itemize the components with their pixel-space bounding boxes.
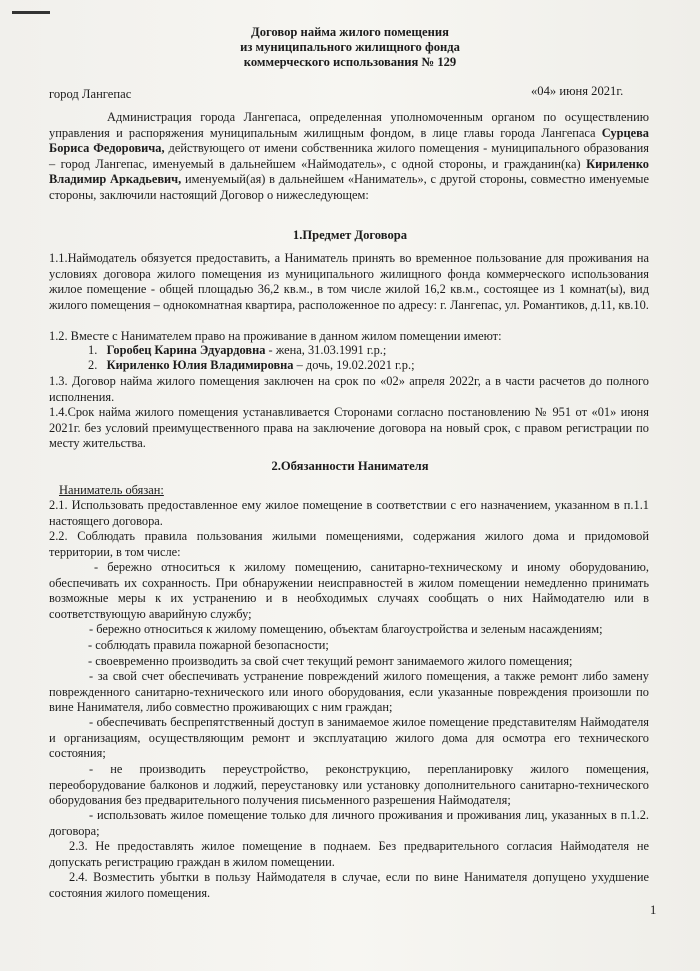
page-number: 1 [650, 903, 657, 917]
clause-1-4: 1.4.Срок найма жилого помещения устанавливается Сторонами согласно постановлению № 951 от «01» июня 2021г. без условий преимущественного права на заключение договора на новый срок, с правом регистрации по месту жительства. [49, 405, 649, 450]
head-name: Сурцева Бориса Федоровича, [49, 125, 649, 155]
clause-2-1: 2.1. Использовать предоставленное ему жилое помещение в соответствии с его назначением, указанном в п.1.1 настоящего договора. [49, 498, 649, 528]
section-2-intro: Наниматель обязан: [59, 483, 164, 497]
tenant-name: Кириленко Владимир Аркадьевич, [49, 156, 649, 186]
duty-item-8: - использовать жилое помещение только для личного проживания и проживания лиц, указанных в п.1.2. договора; [49, 808, 649, 838]
clause-2-4: 2.4. Возместить убытки в пользу Наймодателя в случае, если по вине Нанимателя допущено ухудшение состояния жилого помещения. [49, 870, 649, 900]
clause-1-2: 1.2. Вместе с Нанимателем право на проживание в данном жилом помещении имеют: [49, 329, 502, 343]
contract-date: «04» июня 2021г. [531, 84, 624, 98]
duty-item-2: - бережно относиться к жилому помещению, объектам благоустройства и зеленым насаждениям; [89, 622, 603, 636]
clause-1-1: 1.1.Наймодатель обязуется предоставить, а Наниматель принять во временное пользование для проживания на условиях договора жилого помещения из муниципального жилищного фонда коммерческого использования жилое помещение - общей площадью 36,2 кв.м., в том числе жилой 16,2 кв.м., состоящее из 1 комнат(ы), вид жилого помещения – однокомнатная квартира, расположенное по адресу: г. Лангепас, ул. Романтиков, д.11, кв.10. [49, 251, 649, 312]
clause-1-3: 1.3. Договор найма жилого помещения заключен на срок по «02» апреля 2022г, а в части расчетов до полного исполнения. [49, 374, 649, 404]
doc-title-line-3: коммерческого использования № 129 [243, 55, 457, 69]
preamble: Администрация города Лангепаса, определенная уполномоченным органом по осуществлению управления и распоряжения муниципальным жилищным фондом, в лице главы города Лангепаса Сурцева Бориса Федоровича, действующего от имени собственника жилого помещения - муниципального образования – город Лангепас, именуемый в дальнейшем «Наймодатель», с одной стороны, и гражданин(ка) Кириленко Владимир Аркадьевич, именуемый(ая) в дальнейшем «Наниматель», с другой стороны, совместно именуемые стороны, заключили настоящий Договор о нижеследующем: [49, 110, 649, 202]
duty-item-7: - не производить переустройство, реконструкцию, перепланировку жилого помещения, переоборудование балконов и лоджий, переустановку или установку дополнительного санитарно-технического оборудования без предварительного получения письменного разрешения Наймодателя; [49, 762, 649, 807]
section-1-heading: 1.Предмет Договора [292, 228, 408, 242]
family-member-2: 2. Кириленко Юлия Владимировна – дочь, 19.02.2021 г.р.; [88, 358, 415, 372]
family-member-1: 1. Горобец Карина Эдуардовна - жена, 31.03.1991 г.р.; [88, 343, 387, 357]
duty-item-5: - за свой счет обеспечивать устранение повреждений жилого помещения, а также ремонт либо замену поврежденного санитарно-технического или иного оборудования, если указанные повреждения произошли по вине Нанимателя, либо совместно проживающих с ним граждан; [49, 669, 649, 714]
section-2-heading: 2.Обязанности Нанимателя [271, 459, 429, 473]
clause-2-3: 2.3. Не предоставлять жилое помещение в поднаем. Без предварительного согласия Наймодателя не допускать регистрацию граждан в жилом помещении. [49, 839, 649, 869]
duty-item-3: - соблюдать правила пожарной безопасности; [88, 638, 329, 652]
scan-mark [12, 11, 50, 14]
duty-item-6: - обеспечивать беспрепятственный доступ в занимаемое жилое помещение представителям Наймодателя и организациям, осуществляющим ремонт и эксплуатацию жилого дома для осмотра его технического состояния; [49, 715, 649, 760]
city: город Лангепас [49, 87, 132, 101]
duty-item-1: - бережно относиться к жилому помещению, санитарно-техническому и иному оборудованию, обеспечивать их сохранность. При обнаружении неисправностей в жилом помещении немедленно принимать возможные меры к их устранению и в необходимых случаях сообщать о них Наймодателю или в соответствующую аварийную службу; [49, 560, 649, 621]
duty-item-4: - своевременно производить за свой счет текущий ремонт занимаемого жилого помещения; [88, 654, 573, 668]
clause-2-2: 2.2. Соблюдать правила пользования жилыми помещениями, содержания жилого дома и придомовой территории, в том числе: [49, 529, 649, 559]
doc-title-line-1: Договор найма жилого помещения [251, 25, 449, 39]
doc-title-line-2: из муниципального жилищного фонда [240, 40, 460, 54]
